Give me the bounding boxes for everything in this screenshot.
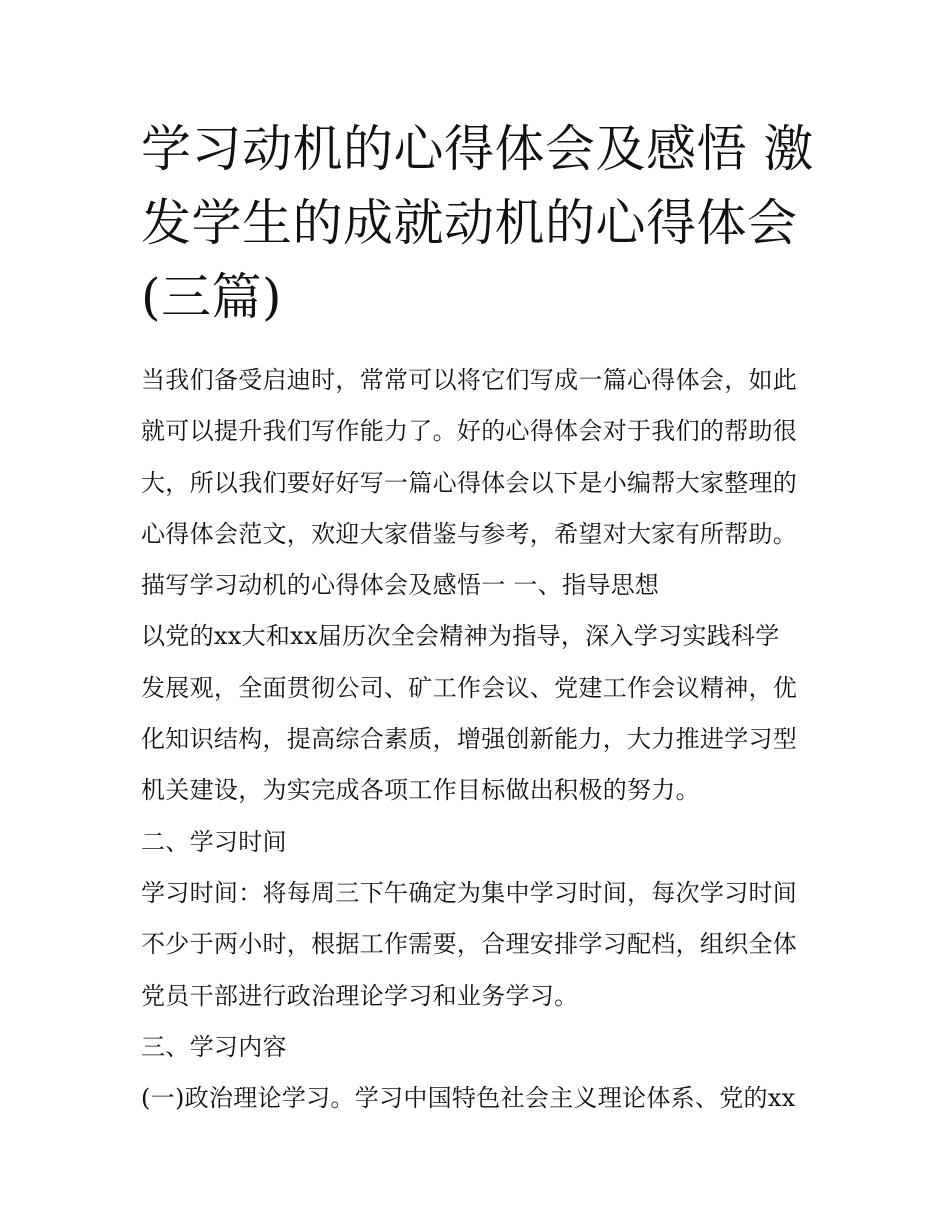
title-line: 发学生的成就动机的心得体会 (141, 194, 798, 252)
body-line: 就可以提升我们写作能力了。好的心得体会对于我们的帮助很 (141, 417, 798, 446)
body-line: 发展观，全面贯彻公司、矿工作会议、党建工作会议精神，优 (141, 673, 798, 702)
body-line: 当我们备受启迪时，常常可以将它们写成一篇心得体会，如此 (141, 366, 798, 394)
document-body (141, 355, 821, 1124)
section-heading: 三、学习内容 (141, 1032, 287, 1061)
title-line: (三篇) (141, 268, 283, 326)
section-heading: 描写学习动机的心得体会及感悟一 一、指导思想 (141, 571, 660, 600)
body-line: 化知识结构，提高综合素质，增强创新能力，大力推进学习型 (141, 725, 798, 754)
body-line: 党员干部进行政治理论学习和业务学习。 (141, 981, 579, 1010)
body-line: 机关建设，为实完成各项工作目标做出积极的努力。 (141, 776, 700, 805)
document-title (141, 112, 821, 334)
title-line: 学习动机的心得体会及感悟 激 (141, 120, 814, 178)
body-line: 学习时间：将每周三下午确定为集中学习时间，每次学习时间 (141, 878, 798, 907)
body-line: 心得体会范文，欢迎大家借鉴与参考，希望对大家有所帮助。 (141, 519, 798, 548)
body-line: 大，所以我们要好好写一篇心得体会以下是小编帮大家整理的 (141, 468, 798, 497)
section-heading: 二、学习时间 (141, 827, 287, 856)
body-line: 以党的xx大和xx届历次全会精神为指导，深入学习实践科学 (141, 622, 780, 651)
body-line: (一)政治理论学习。学习中国特色社会主义理论体系、党的xx (141, 1084, 796, 1113)
body-line: 不少于两小时，根据工作需要，合理安排学习配档，组织全体 (141, 930, 798, 959)
